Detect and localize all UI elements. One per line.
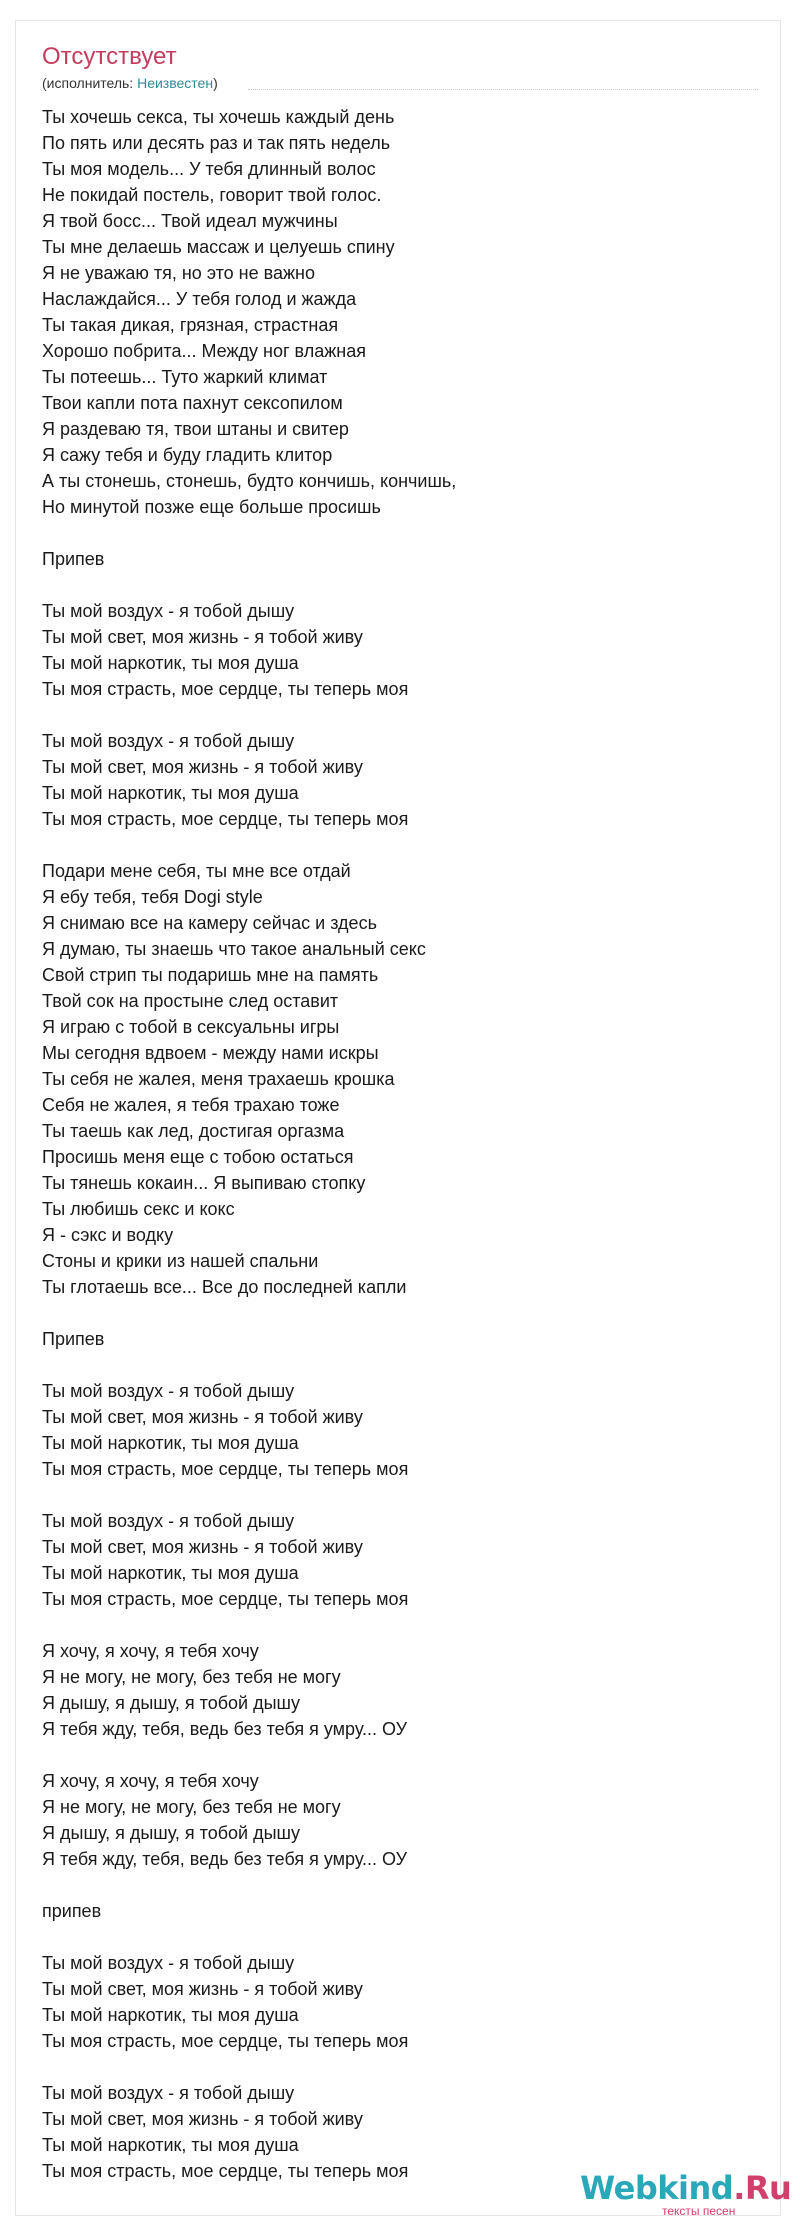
lyric-line: Ты мой воздух - я тобой дышу <box>42 1381 295 1401</box>
stanza-gap <box>42 1742 742 1768</box>
lyric-line: Я ебу тебя, тебя Dogi style <box>42 887 263 907</box>
lyric-line: Я не могу, не могу, без тебя не могу <box>42 1667 341 1687</box>
lyric-line: Не покидай постель, говорит твой голос. <box>42 185 382 205</box>
lyric-line: По пять или десять раз и так пять недель <box>42 133 391 153</box>
lyric-line: Твой сок на простыне след оставит <box>42 991 339 1011</box>
lyric-line: Мы сегодня вдвоем - между нами искры <box>42 1043 379 1063</box>
stanza-gap <box>42 1924 742 1950</box>
lyric-line: Ты мой воздух - я тобой дышу <box>42 731 295 751</box>
lyric-line: Ты тянешь кокаин... Я выпиваю стопку <box>42 1173 366 1193</box>
lyric-line: Я думаю, ты знаешь что такое анальный секс <box>42 939 426 959</box>
lyric-line: Я хочу, я хочу, я тебя хочу <box>42 1771 259 1791</box>
lyric-line: Ты мой наркотик, ты моя душа <box>42 1563 299 1583</box>
lyric-line: Ты таешь как лед, достигая оргазма <box>42 1121 345 1141</box>
lyric-line: Ты мой воздух - я тобой дышу <box>42 2083 295 2103</box>
lyric-line: Я снимаю все на камеру сейчас и здесь <box>42 913 377 933</box>
lyric-line: Твои капли пота пахнут сексопилом <box>42 393 343 413</box>
logo-tld: .Ru <box>733 2169 792 2207</box>
lyric-line: Ты глотаешь все... Все до последней капли <box>42 1277 407 1297</box>
lyric-line: Ты мой наркотик, ты моя душа <box>42 2135 299 2155</box>
lyric-line: Я хочу, я хочу, я тебя хочу <box>42 1641 259 1661</box>
lyric-line: Подари мене себя, ты мне все отдай <box>42 861 351 881</box>
stanza-gap <box>42 520 742 546</box>
stanza-gap <box>42 1352 742 1378</box>
lyric-line: Ты моя страсть, мое сердце, ты теперь моя <box>42 1589 409 1609</box>
lyrics-body <box>42 104 742 2184</box>
lyric-line: Ты мой наркотик, ты моя душа <box>42 783 299 803</box>
lyric-line: Ты моя страсть, мое сердце, ты теперь моя <box>42 2031 409 2051</box>
lyric-line: Припев <box>42 549 105 569</box>
lyric-line: Ты такая дикая, грязная, страстная <box>42 315 339 335</box>
lyric-line: Ты мой свет, моя жизнь - я тобой живу <box>42 1537 363 1557</box>
lyric-line: Я - сэкс и водку <box>42 1225 174 1245</box>
lyric-line: Я тебя жду, тебя, ведь без тебя я умру... ОУ <box>42 1849 408 1869</box>
lyric-line: Ты мой воздух - я тобой дышу <box>42 601 295 621</box>
lyric-line: Я не могу, не могу, без тебя не могу <box>42 1797 341 1817</box>
stanza-gap <box>42 1300 742 1326</box>
header-divider <box>248 89 758 90</box>
lyric-line: Ты себя не жалея, меня трахаешь крошка <box>42 1069 395 1089</box>
lyric-line: А ты стонешь, стонешь, будто кончишь, кончишь, <box>42 471 457 491</box>
lyric-line: Ты мой свет, моя жизнь - я тобой живу <box>42 1407 363 1427</box>
lyric-line: Я дышу, я дышу, я тобой дышу <box>42 1693 300 1713</box>
lyric-line: Я играю с тобой в сексуальны игры <box>42 1017 340 1037</box>
lyric-line: Ты моя страсть, мое сердце, ты теперь моя <box>42 2161 409 2181</box>
lyric-line: Ты мой свет, моя жизнь - я тобой живу <box>42 627 363 647</box>
lyric-line: Ты любишь секс и кокс <box>42 1199 235 1219</box>
lyric-line: Наслаждайся... У тебя голод и жажда <box>42 289 357 309</box>
lyric-line: Ты потеешь... Туто жаркий климат <box>42 367 328 387</box>
lyric-line: Ты мой свет, моя жизнь - я тобой живу <box>42 2109 363 2129</box>
stanza-gap <box>42 1482 742 1508</box>
stanza-gap <box>42 832 742 858</box>
stanza-gap <box>42 1872 742 1898</box>
lyric-line: Я дышу, я дышу, я тобой дышу <box>42 1823 300 1843</box>
artist-prefix: (исполнитель: <box>42 75 138 91</box>
artist-line <box>42 74 218 92</box>
lyric-line: Ты мой свет, моя жизнь - я тобой живу <box>42 1979 363 1999</box>
logo-brand: Webkind <box>580 2169 734 2207</box>
webkind-logo[interactable] <box>580 2169 792 2220</box>
stanza-gap <box>42 702 742 728</box>
lyric-line: Я раздеваю тя, твои штаны и свитер <box>42 419 349 439</box>
lyric-line: Свой стрип ты подаришь мне на память <box>42 965 379 985</box>
lyric-line: Припев <box>42 1329 105 1349</box>
lyric-line: Я твой босс... Твой идеал мужчины <box>42 211 338 231</box>
lyric-line: Ты мне делаешь массаж и целуешь спину <box>42 237 395 257</box>
lyric-line: Ты мой наркотик, ты моя душа <box>42 1433 299 1453</box>
lyric-line: Хорошо побрита... Между ног влажная <box>42 341 366 361</box>
lyric-line: Ты моя страсть, мое сердце, ты теперь моя <box>42 809 409 829</box>
lyric-line: Ты моя страсть, мое сердце, ты теперь моя <box>42 1459 409 1479</box>
lyric-line: Я тебя жду, тебя, ведь без тебя я умру... ОУ <box>42 1719 408 1739</box>
lyric-line: Стоны и крики из нашей спальни <box>42 1251 319 1271</box>
lyric-line: Ты хочешь секса, ты хочешь каждый день <box>42 107 395 127</box>
lyric-line: Просишь меня еще с тобою остаться <box>42 1147 354 1167</box>
artist-link[interactable]: Неизвестен <box>137 75 214 91</box>
lyric-line: Себя не жалея, я тебя трахаю тоже <box>42 1095 340 1115</box>
logo-tagline: тексты песен <box>662 2204 736 2218</box>
stanza-gap <box>42 572 742 598</box>
lyric-line: Ты мой наркотик, ты моя душа <box>42 653 299 673</box>
logo-wordmark <box>580 2170 791 2206</box>
lyric-line: припев <box>42 1901 102 1921</box>
lyric-line: Ты мой наркотик, ты моя душа <box>42 2005 299 2025</box>
stanza-gap <box>42 1612 742 1638</box>
lyric-line: Ты мой воздух - я тобой дышу <box>42 1953 295 1973</box>
stanza-gap <box>42 2054 742 2080</box>
lyric-line: Я сажу тебя и буду гладить клитор <box>42 445 333 465</box>
artist-suffix: ) <box>213 75 218 91</box>
lyric-line: Ты мой воздух - я тобой дышу <box>42 1511 295 1531</box>
lyric-line: Ты моя модель... У тебя длинный волос <box>42 159 376 179</box>
lyric-line: Я не уважаю тя, но это не важно <box>42 263 315 283</box>
song-title: Отсутствует <box>42 43 177 70</box>
lyric-line: Но минутой позже еще больше просишь <box>42 497 381 517</box>
lyric-line: Ты моя страсть, мое сердце, ты теперь моя <box>42 679 409 699</box>
lyric-line: Ты мой свет, моя жизнь - я тобой живу <box>42 757 363 777</box>
